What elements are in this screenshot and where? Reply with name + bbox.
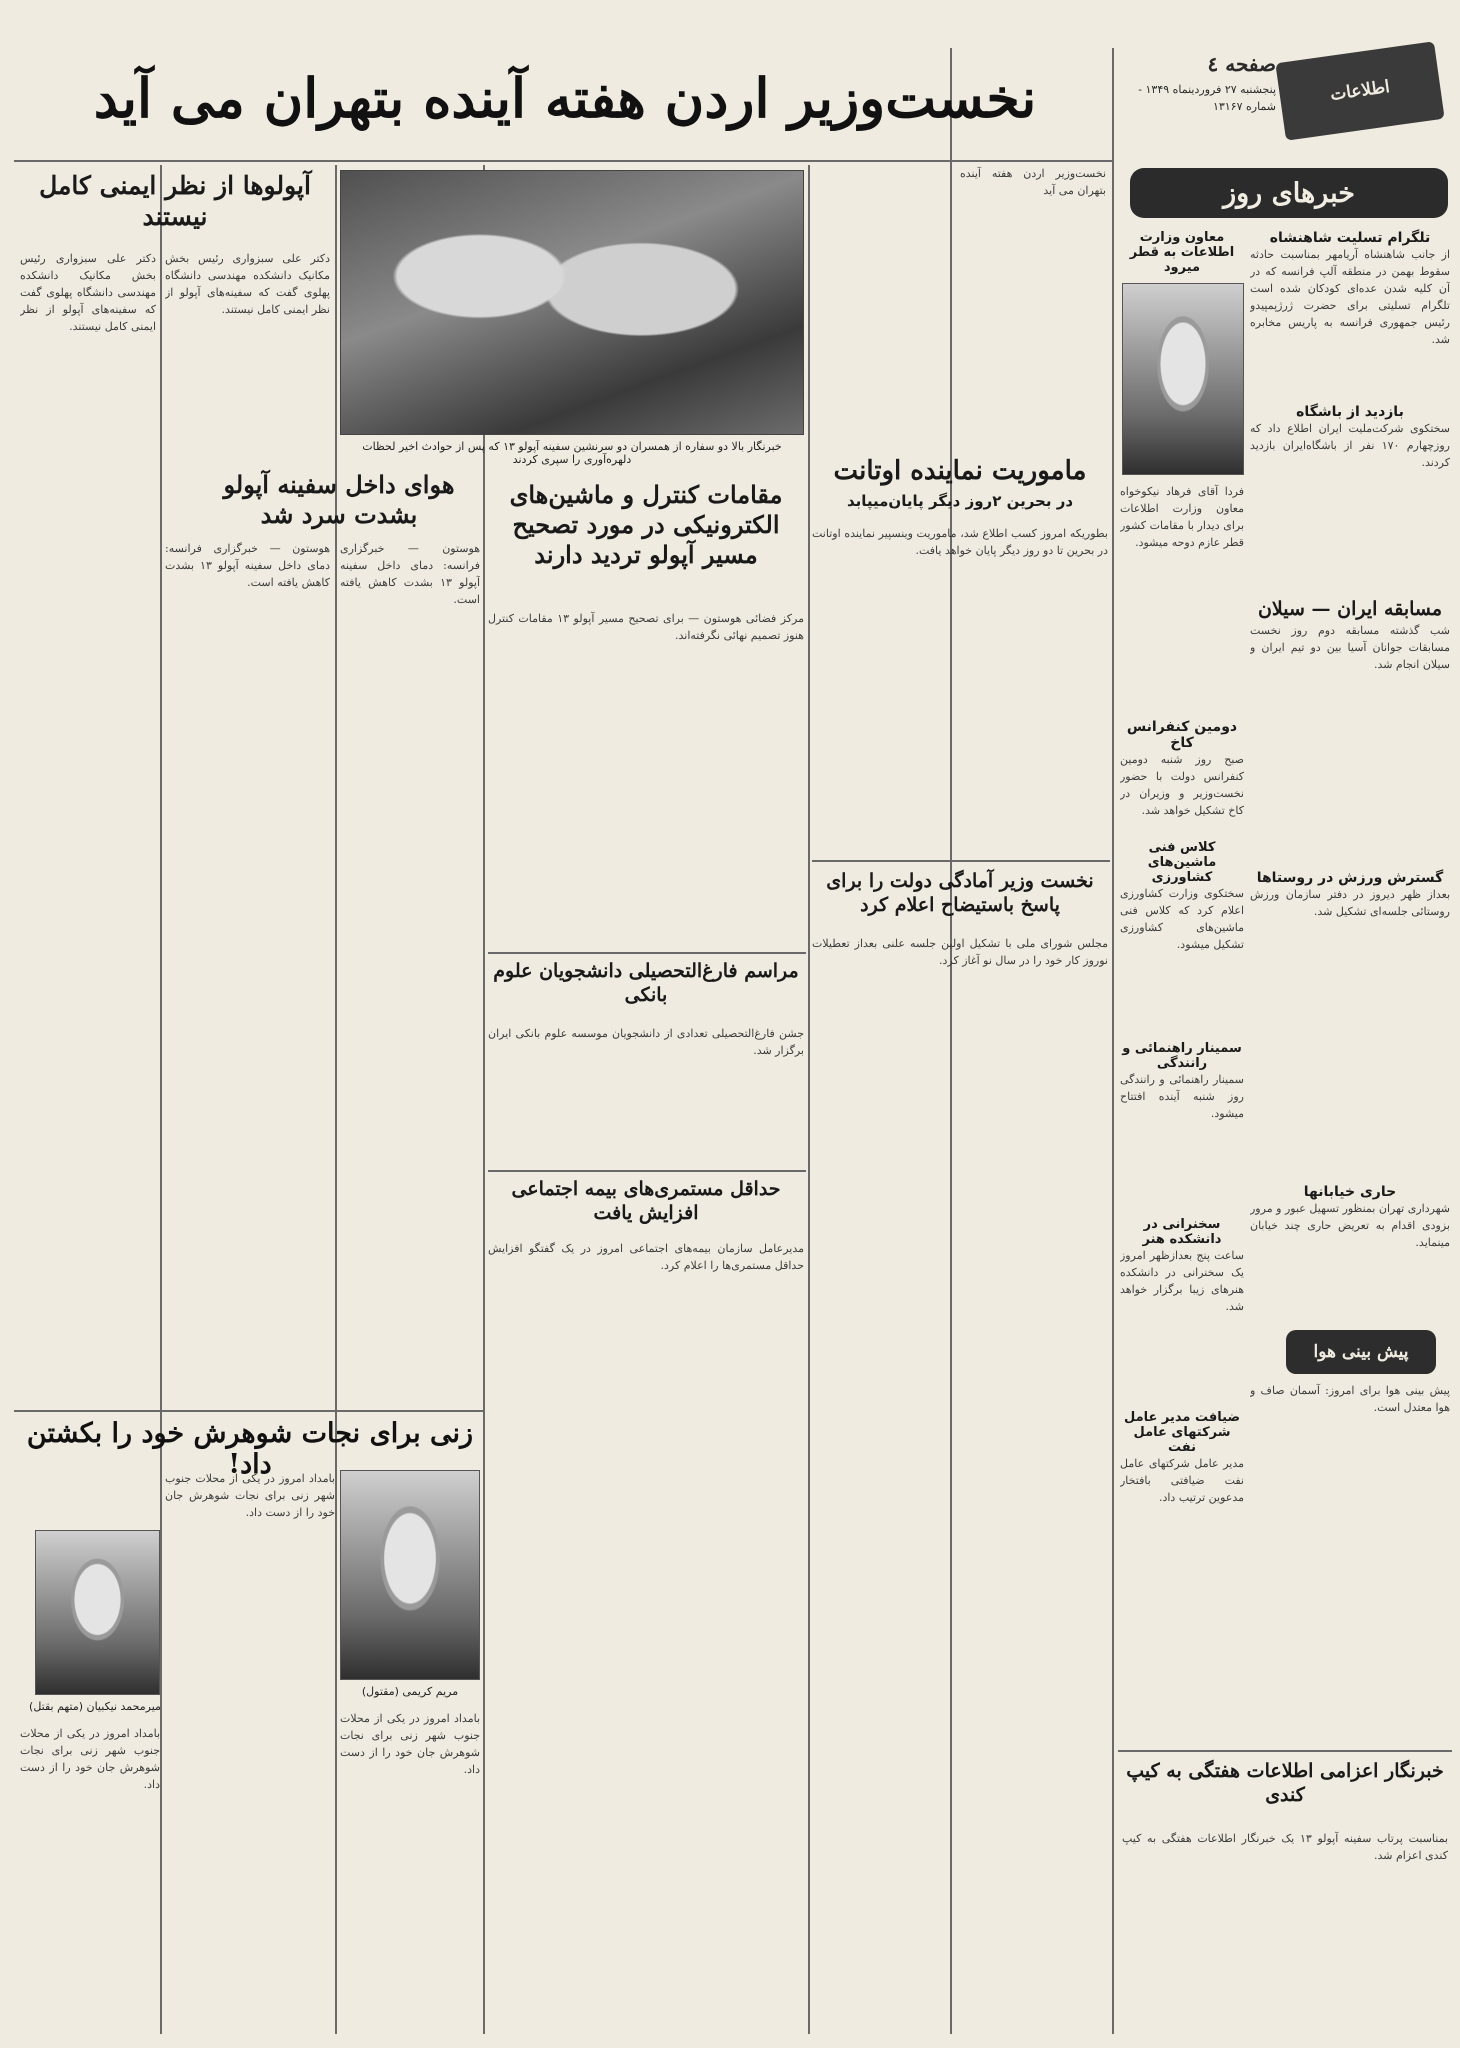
issue-date: پنجشنبه ۲۷ فروردینماه ۱۳۴۹ - شماره ۱۳۱۶۷ [1138,83,1276,113]
woman-story-text-c: بامداد امروز در یکی از محلات جنوب شهر زنی برای نجات شوهرش جان خود را از دست داد. [340,1712,480,1777]
news-item: مسابقه ایران — سیلان شب گذشته مسابقه دوم روز نخست مسابقات جوانان آسیا بین دو تیم ایران و سیلان انجام شد. [1250,598,1450,671]
masthead-meta [1122,52,1276,142]
oil-reception-story: ضیافت مدیر عامل شرکتهای عامل نفت مدیر عامل شرکتهای عامل نفت ضیافتی بافتخار مدعوین ترتیب داد. [1120,1410,1244,1505]
woman-story-headline: زنی برای نجات شوهرش خود را بکشتن داد! [26,1418,474,1481]
victim-photo [340,1470,480,1680]
reporter-text: بمناسبت پرتاب سفینه آپولو ۱۳ یک خبرنگار اطلاعات هفتگی به کیپ کندی اعزام شد. [1122,1832,1448,1863]
page-number: صفحه ٤ [1207,52,1276,76]
column-rule [160,165,162,2034]
apollo-safety-text: دکتر علی سبزواری رئیس بخش مکانیک دانشکده مهندسی دانشگاه پهلوی گفت که سفینه‌های آپولو از نظر ایمنی کامل نیستند. [165,252,330,317]
mission-oatant-text: بطوریکه امروز کسب اطلاع شد، ماموریت وینسپیر نماینده اوتانت در بحرین تا دو روز دیگر پایان خواهد یافت. [812,527,1108,558]
section-rule [488,952,806,954]
apollo-cold-headline: هوای داخل سفینه آپولو بشدت سرد شد [223,470,455,529]
insurance-headline: حداقل مستمری‌های بیمه اجتماعی افزایش یافت [511,1178,781,1224]
accused-photo [35,1530,160,1695]
mission-oatant-story: ماموریت نماینده اوتانت در بحرین ۲روز دیگر پایان‌میپابد [833,456,1087,510]
apollo-cold-text-b: هوستون — خبرگزاری فرانسه: دمای داخل سفینه آپولو ۱۳ بشدت کاهش یافته است. [165,542,330,590]
seminar-list: کلاس فنی ماشین‌های کشاورزی سختکوی وزارت کشاورزی اعلام کرد که کلاس فنی ماشین‌های کشاورزی تشکیل میشود. سمینار راهنمائی و رانندگی سمینار راهنمائی و رانندگی روز شنبه آینده افتتاح میشود. سخنرانی در دانشکده هنر ساعت پنج بعدازظهر امروز یک سخنرانی در دانشکده هنرهای زیبا برگزار خواهد شد. [1120,840,1244,1314]
apollo-photo-caption: خبرنگار بالا دو سفاره از همسران دو سرنشین سفینه آپولو ۱۳ که پس از حوادث اخیر لحظات دلهره‌آوری را سپری کردند [362,440,782,466]
insurance-text: مدیرعامل سازمان بیمه‌های اجتماعی امروز در یک گفتگو افزایش حداقل مستمری‌ها را اعلام کرد. [488,1242,804,1273]
news-item: تلگرام تسلیت شاهنشاه از جانب شاهنشاه آریامهر بمناسبت حادثه سقوط بهمن در منطقه آلپ فرانسه که در آن کلیه شدن عده‌ای کودکان شده است تلگرام تسلیتی برای حضرت ژرژپمپیدو رئیس جمهوری فرانسه به پاریس مخابره شد. [1250,230,1450,347]
apollo-control-headline: مقامات کنترل و ماشین‌های الکترونیکی در مورد تصحیح مسیر آپولو تردید دارند [509,480,783,569]
column-rule [1112,48,1114,2034]
reporter-headline: خبرنگار اعزامی اطلاعات هفتگی به کیپ کندی [1126,1760,1444,1806]
pm-ready-text: مجلس شورای ملی با تشکیل اولین جلسه علنی بعداز تعطیلات نوروز کار خود را در سال نو آغاز کرد. [812,937,1108,968]
section-rule [14,1410,484,1412]
apollo-cold-text: هوستون — خبرگزاری فرانسه: دمای داخل سفینه آپولو ۱۳ بشدت کاهش یافته است. [340,542,480,607]
pm-ready-headline: نخست وزیر آمادگی دولت را برای پاسخ باستیضاح اعلام کرد [826,870,1094,916]
news-of-day-title: خبرهای روز [1130,168,1448,218]
woman-story-text-b: بامداد امروز در یکی از محلات جنوب شهر زنی برای نجات شوهرش جان خود را از دست داد. [20,1727,160,1792]
section-rule [488,1170,806,1172]
news-item: بازدید از باشگاه سختکوی شرکت‌ملیت ایران اطلاع داد که روزچهارم ۱۷۰ نفر از باشگاه‌ایران بازدید کردند. [1250,404,1450,470]
newspaper-logo: اطلاعات [1275,41,1444,141]
woman-story-text: بامداد امروز در یکی از محلات جنوب شهر زنی برای نجات شوهرش جان خود را از دست داد. [165,1472,335,1520]
official-portrait [1122,283,1244,475]
main-headline: نخست‌وزیر اردن هفته آینده بتهران می آید [93,65,1037,130]
top-story-continued: نخست‌وزیر اردن هفته آینده بتهران می آید [960,167,1106,198]
apollo-safety-headline: آپولوها از نظر ایمنی کامل نیستند [39,171,311,232]
victim-caption: مریم کریمی (مقتول) [361,1685,459,1698]
graduation-headline: مراسم فارغ‌التحصیلی دانشجویان علوم بانکی [493,960,799,1006]
news-item: حاری خیابانها شهرداری تهران بمنظور تسهیل عبور و مرور بزودی اقدام به تعریض حاری چند خیابان مینماید. [1250,1183,1450,1249]
headline-rule [14,160,1114,162]
apollo-control-text: مرکز فضائی هوستون — برای تصحیح مسیر آپولو ۱۳ مقامات کنترل هنوز تصمیم نهائی نگرفته‌اند. [488,612,804,643]
apollo-wives-photo [340,170,804,435]
weather-text: پیش بینی هوا برای امروز: آسمان صاف و هوا معتدل است. [1250,1384,1450,1415]
section-rule [812,860,1110,862]
news-item: گسترش ورزش در روستاها بعداز ظهر دیروز در دفتر سازمان ورزش روستائی جلسه‌ای تشکیل شد. [1250,869,1450,918]
info-ministry-story: معاون وزارت اطلاعات به قطر میرود فردا آقای فرهاد نیکوخواه معاون وزارت اطلاعات برای دیدار با مقامات کشور قطر عازم دوحه میشود. دومین کنفرانس کاخ صبح روز شنبه دومین کنفرانس دولت با حضور نخست‌وزیر و وزیران در کاخ تشکیل خواهد شد. [1120,230,1244,818]
weather-badge: پیش بینی هوا [1286,1330,1436,1374]
section-rule [1118,1750,1452,1752]
column-rule [335,165,337,2034]
news-of-day-list [1250,230,1450,1380]
column-rule [808,165,810,2034]
accused-caption: میرمحمد نیکبیان (متهم بقتل) [29,1700,161,1713]
graduation-text: جشن فارغ‌التحصیلی تعدادی از دانشجویان موسسه علوم بانکی ایران برگزار شد. [488,1027,804,1058]
apollo-safety-text-b: دکتر علی سبزواری رئیس بخش مکانیک دانشکده مهندسی دانشگاه پهلوی گفت که سفینه‌های آپولو از نظر ایمنی کامل نیستند. [20,252,156,334]
